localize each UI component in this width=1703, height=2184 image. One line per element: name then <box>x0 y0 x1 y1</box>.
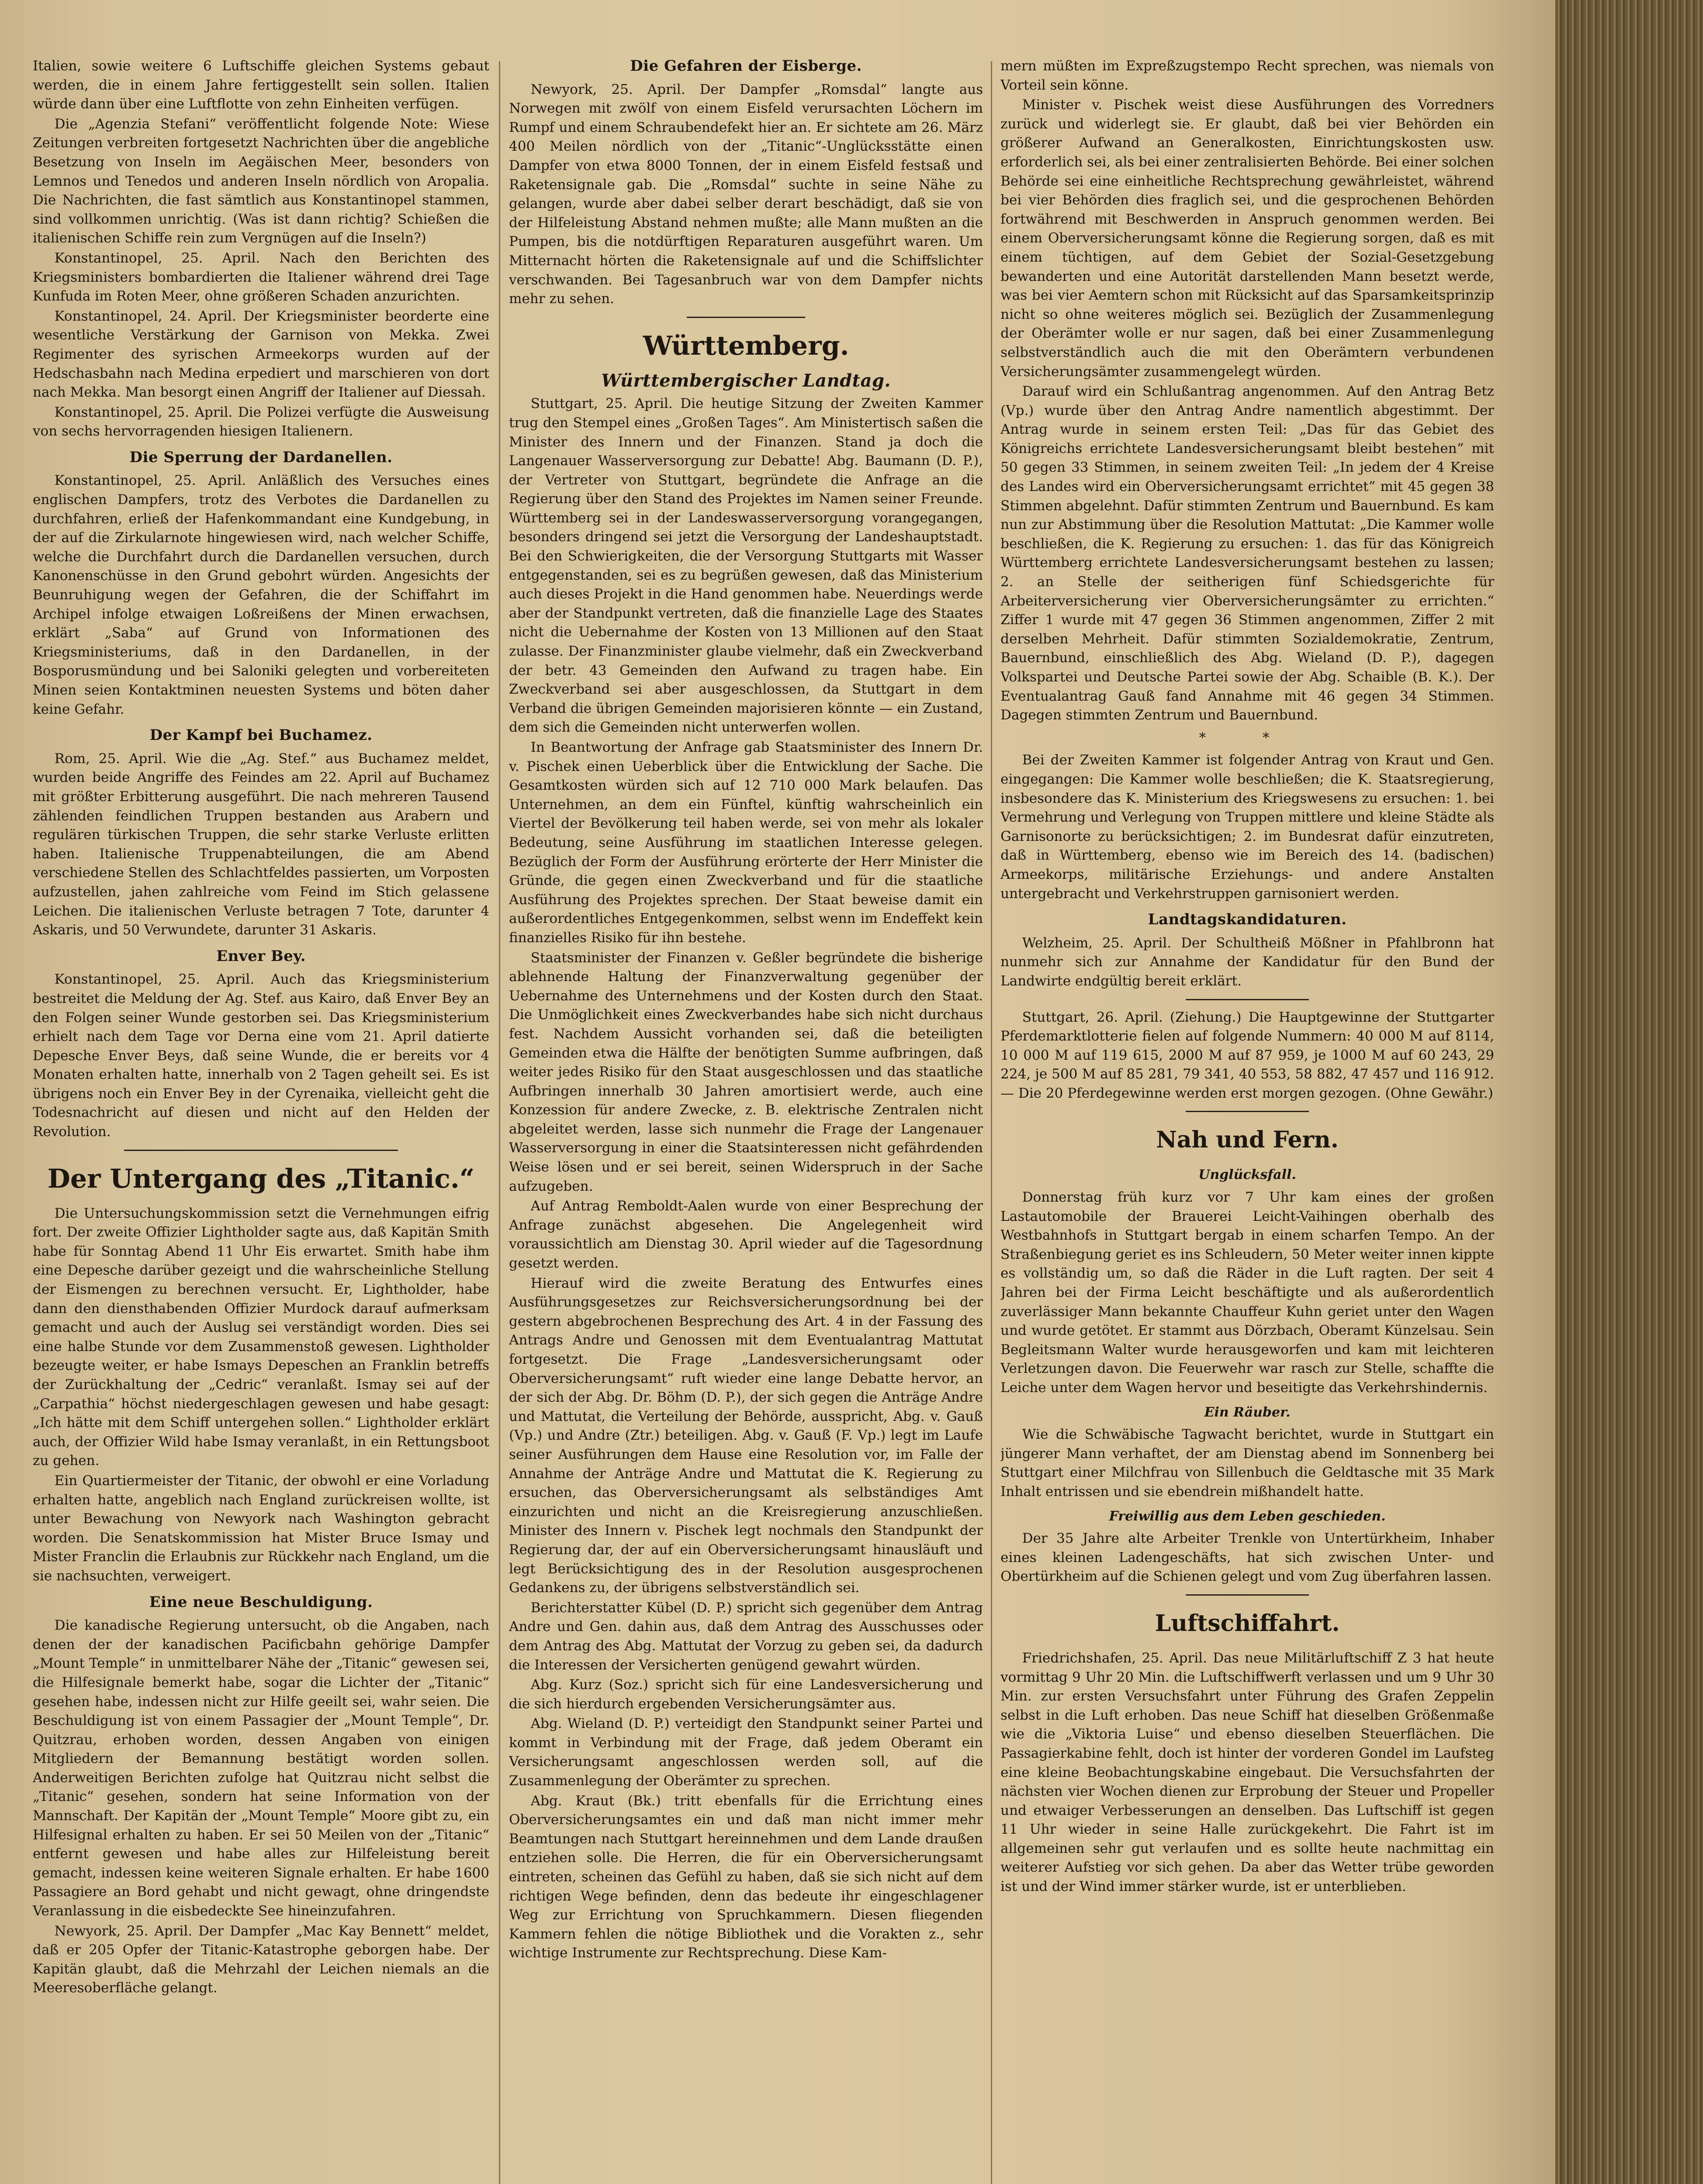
article-paragraph: Abg. Wieland (D. P.) verteidigt den Standpunkt seiner Partei und kommt in Verbindung mit der Frage, daß jedem Oberamt ein Versicherungsamt angeschlossen werden soll, auf die Zusammenlegung der Oberämter zu sprechen. <box>509 1716 983 1789</box>
divider <box>124 1150 398 1151</box>
section-heading: Eine neue Beschuldigung. <box>149 1593 373 1611</box>
article-paragraph: Darauf wird ein Schlußantrag angenommen. Auf den Antrag Betz (Vp.) wurde über den Antrag Andre namentlich abgestimmt. Der Antrag wurde in seinem ersten Teil: „Das für das Gebiet des Königreichs errichtete Landesversicherungsamt bleibt bestehen“ mit 50 gegen 33 Stimmen, in seinem zweiten Teil: „In jedem der 4 Kreise des Landes wird ein Oberversicherungsamt errichtet“ mit 45 gegen 38 Stimmen abgelehnt. Dafür stimmten Zentrum und Bauernbund. Es kam nun zur Abstimmung über die Resolution Mattutat: „Die Kammer wolle beschließen, die K. Regierung zu ersuchen: 1. das für das Königreich Württemberg errichtete Landesversicherungsamt bestehen zu lassen; 2. an Stelle der seitherigen fünf Schiedsgerichte für Arbeiterversicherung vier Oberversicherungsämter zu errichten.“ Ziffer 1 wurde mit 47 gegen 36 Stimmen angenommen, Ziffer 2 mit derselben Mehrheit. Dafür stimmten Sozialdemokratie, Zentrum, Bauernbund, einschließlich des Abg. Wieland (D. P.), dagegen Volkspartei und Deutsche Partei sowie der Abg. Schaible (B. K.). Der Eventualantrag Gauß fand Annahme mit 46 gegen 34 Stimmen. Dagegen stimmten Zentrum und Bauernbund. <box>1000 384 1494 723</box>
headline-wuerttemberg: Württemberg. <box>643 330 849 361</box>
article-paragraph: Die „Agenzia Stefani“ veröffentlicht folgende Note: Wiese Zeitungen verbreiten fortgesetzt Nachrichten über die angebliche Besetzung von Inseln im Aegäischen Meer, besonders von Lemnos und Tenedos und anderen Inseln nördlich von Aropalia. Die Nachrichten, die fast sämtlich aus Konstantinopel stammen, sind vollkommen unrichtig. (Was ist dann richtig? Schießen die italienischen Schiffe rein zum Vergnügen auf die Inseln?) <box>33 116 489 246</box>
section-heading: Der Kampf bei Buchamez. <box>149 726 373 744</box>
divider <box>1186 1594 1309 1596</box>
article-paragraph: Ein Quartiermeister der Titanic, der obwohl er eine Vorladung erhalten hatte, angeblich nach England zurückreisen wollte, ist unter Bewachung von Newyork nach Washington gebracht worden. Die Senatskommission hat Mister Bruce Ismay und Mister Franclin die Erlaubnis zur Rückkehr nach England, um die sie nachsuchten, verweigert. <box>33 1472 489 1584</box>
article-paragraph: In Beantwortung der Anfrage gab Staatsminister des Innern Dr. v. Pischek einen Ueberblick über die Entwicklung der Sache. Die Gesamtkosten würden sich auf 12 710 000 Mark belaufen. Das Unternehmen, an dem ein Fünftel, künftig wahrscheinlich ein Viertel der Bevölkerung teil haben werde, sei von mehr als lokaler Bedeutung, seine Ausführung im staatlichen Interesse gelegen. Bezüglich der Form der Ausführung erörterte der Herr Minister die Gründe, die gegen einen Zweckverband und für die staatliche Ausführung des Projektes sprechen. Der Staat beweise damit ein außerordentliches Entgegenkommen, selbst wenn im Endeffekt kein finanzielles Risiko für ihn bestehe. <box>509 740 983 946</box>
article-paragraph: Konstantinopel, 25. April. Nach den Berichten des Kriegsministers bombardierten die Italiener während drei Tage Kunfuda im Roten Meer, ohne größeren Schaden anzurichten. <box>33 250 489 304</box>
article-paragraph: Newyork, 25. April. Der Dampfer „Mac Kay Bennett“ meldet, daß er 205 Opfer der Titanic-Katastrophe geborgen habe. Der Kapitän glaubt, daß die Mehrzahl der Leichen niemals an die Meeresoberfläche gelangt. <box>33 1923 489 1996</box>
article-paragraph: Italien, sowie weitere 6 Luftschiffe gleichen Systems gebaut werden, die in einem Jahre fertiggestellt sein sollen. Italien würde dann über eine Luftflotte von zehn Einheiten verfügen. <box>33 58 489 112</box>
article-paragraph: Newyork, 25. April. Der Dampfer „Romsdal“ langte aus Norwegen mit zwölf von einem Eisfeld verursachten Löchern im Rumpf und einem Schraubendefekt hier an. Er sichtete am 26. März 400 Meilen nördlich von der „Titanic“-Unglücksstätte einen Dampfer von etwa 8000 Tonnen, der in einem Eisfeld festsaß und Raketensignale gab. Die „Romsdal“ suchte in seine Nähe zu gelangen, wurde aber dabei selber derart beschädigt, daß sie von der Hilfeleistung Abstand nehmen mußte; alle Mann mußten an die Pumpen, bis die notdürftigen Reparaturen ausgeführt waren. Um Mitternacht hörten die Raketensignale auf und die Schiffslichter verschwanden. Bei Tagesanbruch war von dem Dampfer nichts mehr zu sehen. <box>509 81 983 307</box>
article-paragraph: mern müßten im Expreßzugstempo Recht sprechen, was niemals von Vorteil sein könne. <box>1000 58 1494 93</box>
article-paragraph: Minister v. Pischek weist diese Ausführungen des Vorredners zurück und widerlegt sie. Er glaubt, daß bei vier Behörden ein größerer Aufwand an Generalkosten, Einrichtungskosten usw. erforderlich sei, als bei einer zentralisierten Behörde. Bei einer solchen Behörde sei eine einheitliche Rechtsprechung gewährleistet, während bei vier Behörden dies fraglich sei, und die gesprochenen Behörden fortwährend mit Beschwerden in Anspruch genommen werden. Bei einem Oberversicherungsamt könne die Regierung sorgen, daß es mit einem tüchtigen, auf dem Gebiet der Sozial-Gesetzgebung bewanderten und eine Autorität darstellenden Mann besetzt werde, was bei vier Aemtern schon mit Rücksicht auf das Sparsamkeitsprinzip nicht so ohne weiteres möglich sei. Bezüglich der Zusammenlegung der Oberämter wolle er nur sagen, daß bei einer Zusammenlegung selbstverständlich auch die mit den Oberämtern verbundenen Versicherungsämter zusammengelegt würden. <box>1000 97 1494 380</box>
article-paragraph: Berichterstatter Kübel (D. P.) spricht sich gegenüber dem Antrag Andre und Gen. dahin aus, daß dem Antrag des Ausschusses oder dem Antrag des Abg. Mattutat der Vorzug zu geben sei, da dadurch die Interessen der Versicherten genügend gewahrt würden. <box>509 1600 983 1673</box>
section-heading: Die Gefahren der Eisberge. <box>630 57 862 75</box>
article-paragraph: Konstantinopel, 25. April. Auch das Kriegsministerium bestreitet die Meldung der Ag. Stef. aus Kairo, daß Enver Bey an den Folgen seiner Wunde gestorben sei. Das Kriegsministerium erhielt nach dem Tage vor Derna eine vom 21. April datierte Depesche Enver Beys, daß seine Wunde, die er bereits vor 4 Monaten erhalten hatte, innerhalb von 2 Tagen geheilt sei. Es ist übrigens noch ein Enver Bey in der Cyrenaika, vielleicht geht die Todesnachricht auf diesen und nicht auf den Helden der Revolution. <box>33 971 489 1140</box>
article-paragraph: Stuttgart, 25. April. Die heutige Sitzung der Zweiten Kammer trug den Stempel eines „Großen Tages“. Am Ministertisch saßen die Minister des Innern und der Finanzen. Stand ja doch die Langenauer Wasserversorgung zur Debatte! Abg. Baumann (D. P.), der Vertreter von Stuttgart, begründete die Anfrage an die Regierung über den Stand des Projektes im Namen seiner Freunde. Württemberg sei in der Landeswasserversorgung vorangegangen, besonders dringend sei jetzt die Versorgung der Landeshauptstadt. Bei den Schwierigkeiten, die der Versorgung Stuttgarts mit Wasser entgegenstanden, sei es zu begrüßen gewesen, daß das Ministerium auch dieses Projekt in die Hand genommen habe. Neuerdings werde aber der Standpunkt vertreten, daß die finanzielle Lage des Staates nicht die Uebernahme der Kosten von 13 Millionen auf den Staat zulasse. Der Finanzminister glaube vielmehr, daß ein Zweckverband der betr. 43 Gemeinden den Aufwand zu tragen habe. Ein Zweckverband sei aber ausgeschlossen, da Stuttgart in dem Verband die übrigen Gemeinden majorisieren könnte — ein Zustand, dem sich die Gemeinden nicht unterwerfen wollen. <box>509 396 983 736</box>
article-paragraph: Konstantinopel, 24. April. Der Kriegsminister beorderte eine wesentliche Verstärkung der Garnison von Mekka. Zwei Regimenter des syrischen Armeekorps wurden auf der Hedschasbahn nach Medina erpediert und marschieren von dort nach Mekka. Man besorgt einen Angriff der Italiener auf Diessah. <box>33 308 489 401</box>
section-heading: Landtagskandidaturen. <box>1148 911 1347 929</box>
section-heading: Die Sperrung der Dardanellen. <box>129 448 393 466</box>
headline-nah-und-fern: Nah und Fern. <box>1156 1127 1339 1154</box>
article-paragraph: Staatsminister der Finanzen v. Geßler begründete die bisherige ablehnende Haltung der Finanzverwaltung gegenüber der Uebernahme des Unternehmens und der Kosten durch den Staat. Die Unmöglichkeit eines Zweckverbandes habe sich nicht durchaus fest. Nachdem Aussicht vorhanden sei, daß die beteiligten Gemeinden etwa die Hälfte der benötigten Summe aufbringen, daß weiter jedes Risiko für den Staat ausgeschlossen und das staatliche Aufbringen innerhalb 30 Jahren amortisiert werde, auch eine Konzession für andere Zwecke, z. B. elektrische Zentralen nicht abgeleitet werden, lasse sich nunmehr die Frage der Langenauer Wasserversorgung in einer die Staatsinteressen nicht gefährdenden Weise lösen und er sei bereit, seinen Widerspruch in der Sache aufzugeben. <box>509 950 983 1194</box>
article-paragraph: Konstantinopel, 25. April. Anläßlich des Versuches eines englischen Dampfers, trotz des Verbotes die Dardanellen zu durchfahren, erließ der Hafenkommandant eine Kundgebung, in der auf die Zirkularnote hingewiesen wird, nach welcher Schiffe, welche die Durchfahrt durch die Dardanellen versuchen, durch Kanonenschüsse in den Grund gebohrt würden. Angesichts der Beunruhigung wegen der Gefahren, die der Schiffahrt im Archipel infolge etwaigen Loßreißens der Minen erwachsen, erklärt „Saba“ auf Grund von Informationen des Kriegsministeriums, daß in den Dardanellen, in der Bosporusmündung und bei Saloniki gelegten und vorbereiteten Minen seien Kontaktminen neuesten Systems und böten daher keine Gefahr. <box>33 473 489 717</box>
section-heading: Württembergischer Landtag. <box>601 370 891 391</box>
column-right <box>1000 57 1494 2184</box>
column-rule <box>499 61 500 2184</box>
asterisk-separator: * * <box>1199 729 1296 746</box>
article-paragraph: Stuttgart, 26. April. (Ziehung.) Die Hauptgewinne der Stuttgarter Pferdemarktlotterie fielen auf folgende Nummern: 40 000 M auf 8114, 10 000 M auf 119 615, 2000 M auf 87 959, je 1000 M auf 60 243, 29 224, je 500 M auf 85 281, 79 341, 40 553, 58 882, 47 457 und 116 912. — Die 20 Pferdegewinne werden erst morgen gezogen. (Ohne Gewähr.) <box>1000 1009 1494 1101</box>
article-paragraph: Auf Antrag Remboldt-Aalen wurde von einer Besprechung der Anfrage zunächst abgesehen. Die Angelegenheit wird voraussichtlich am Dienstag 30. April wieder auf die Tagesordnung gesetzt werden. <box>509 1198 983 1272</box>
section-heading: Enver Bey. <box>216 947 306 965</box>
book-page-edge <box>1555 0 1703 2184</box>
article-paragraph: Rom, 25. April. Wie die „Ag. Stef.“ aus Buchamez meldet, wurden beide Angriffe des Feindes am 22. April auf Buchamez mit größter Erbitterung ausgeführt. Die nach mehreren Tausend zählenden feindlichen Truppen bestanden aus Arabern und regulären türkischen Truppen, die sehr starke Verluste erlitten haben. Italienische Truppenabteilungen, die am Abend verschiedene Stellen des Schlachtfeldes passierten, um Vorposten aufzustellen, jahen zahlreiche vom Feind im Stich gelassene Leichen. Die italienischen Verluste betragen 7 Tote, darunter 4 Askaris, und 50 Verwundete, darunter 31 Askaris. <box>33 750 489 938</box>
article-paragraph: Bei der Zweiten Kammer ist folgender Antrag von Kraut und Gen. eingegangen: Die Kammer wolle beschließen; die K. Staatsregierung, insbesondere das K. Ministerium des Kriegswesens zu ersuchen: 1. bei Vermehrung und Verlegung von Truppen mittlere und kleine Städte als Garnisonorte zu berücksichtigen; 2. im Bundesrat dafür einzutreten, daß in Württemberg, ebenso wie im Bereich des 14. (badischen) Armeekorps, militärische Erziehungs- und andere Anstalten untergebracht und Verkehrstruppen garnisoniert werden. <box>1000 752 1494 902</box>
article-paragraph: Der 35 Jahre alte Arbeiter Trenkle von Untertürkheim, Inhaber eines kleinen Ladengeschäfts, hat sich zwischen Unter- und Obertürkheim auf die Schienen gelegt und vom Zug überfahren lassen. <box>1000 1531 1494 1585</box>
article-paragraph: Friedrichshafen, 25. April. Das neue Militärluftschiff Z 3 hat heute vormittag 9 Uhr 20 Min. die Luftschiffwerft verlassen und um 9 Uhr 30 Min. zur ersten Versuchsfahrt unter Führung des Grafen Zeppelin selbst in die Luft erhoben. Das neue Schiff hat dieselben Größenmaße wie die „Viktoria Luise“ und ebenso dieselben Steuerflächen. Die Passagierkabine fehlt, doch ist hinter der vorderen Gondel im Laufsteg eine kleine Beobachtungskabine eingebaut. Die Versuchsfahrten der nächsten vier Wochen dienen zur Erprobung der Steuer und Propeller und etwaiger Verbesserungen an denselben. Das Luftschiff ist gegen 11 Uhr wieder in seine Halle zurückgekehrt. Die Fahrt ist im allgemeinen sehr gut verlaufen und es sollte heute nachmittag ein weiterer Aufstieg vor sich gehen. Da aber das Wetter trübe geworden ist und der Wind immer stärker wurde, ist er unterblieben. <box>1000 1650 1494 1895</box>
divider <box>687 317 805 318</box>
article-paragraph: Donnerstag früh kurz vor 7 Uhr kam eines der großen Lastautomobile der Brauerei Leicht-Vaihingen oberhalb des Westbahnhofs in Stuttgart bergab in einem scharfen Tempo. An der Straßenbiegung geriet es ins Schleudern, 50 Meter weiter innen kippte es vollständig um, so daß die Räder in die Luft ragten. Der seit 4 Jahren bei der Firma Leicht beschäftigte und als außerordentlich zuverlässiger Mann bekannte Chauffeur Kuhn geriet unter den Wagen und wurde getötet. Er stammt aus Dörzbach, Oberamt Künzelsau. Sein Begleitsmann Walter wurde herausgeworfen und kam mit leichteren Verletzungen davon. Die Feuerwehr war rasch zur Stelle, schaffte die Leiche unter dem Wagen hervor und beseitigte das Verkehrshindernis. <box>1000 1189 1494 1396</box>
article-paragraph: Wie die Schwäbische Tagwacht berichtet, wurde in Stuttgart ein jüngerer Mann verhaftet, der am Dienstag abend im Sonnenberg bei Stuttgart einer Milchfrau von Sillenbuch die Geldtasche mit 35 Mark Inhalt entrissen und sie ebendrein mißhandelt hatte. <box>1000 1427 1494 1500</box>
article-paragraph: Die kanadische Regierung untersucht, ob die Angaben, nach denen der der kanadischen Pacificbahn gehörige Dampfer „Mount Temple“ in unmittelbarer Nähe der „Titanic“ gewesen sei, die Hilfesignale bemerkt habe, sogar die Lichter der „Titanic“ gesehen habe, indessen nicht zur Hilfe geeilt sei, wahr seien. Die Beschuldigung ist von einem Passagier der „Mount Temple“, Dr. Quitzrau, erhoben worden, dessen Angaben von einigen Mitgliedern der Bemannung bestätigt worden sollen. Anderweitigen Berichten zufolge hat Quitzrau nicht selbst die „Titanic“ gesehen, sondern hat seine Information von der Mannschaft. Der Kapitän der „Mount Temple“ Moore gibt zu, ein Hilfesignal erhalten zu haben. Er sei 50 Meilen von der „Titanic“ entfernt gewesen und habe alles zur Hilfeleistung bereit gemacht, indessen keine weiteren Signale erhalten. Er habe 1600 Passagiere an Bord gehabt und nicht gewagt, ohne dringendste Veranlassung in die eisbedeckte See hineinzufahren. <box>33 1617 489 1919</box>
subheading: Freiwillig aus dem Leben geschieden. <box>1109 1508 1386 1524</box>
headline-titanic: Der Untergang des „Titanic.“ <box>47 1163 475 1194</box>
column-left <box>33 57 489 2184</box>
divider <box>1186 999 1309 1000</box>
subheading: Ein Räuber. <box>1204 1404 1291 1420</box>
article-paragraph: Abg. Kurz (Soz.) spricht sich für eine Landesversicherung und die sich hierdurch ergebenden Versicherungsämter aus. <box>509 1677 983 1712</box>
column-middle <box>509 57 983 2184</box>
article-paragraph: Hierauf wird die zweite Beratung des Entwurfes eines Ausführungsgesetzes zur Reichsversicherungsordnung bei der gestern abgebrochenen Besprechung des Art. 4 in der Fassung des Antrags Andre und Genossen mit dem Eventualantrag Mattutat fortgesetzt. Die Frage „Landesversicherungsamt oder Oberversicherungsamt“ ruft wieder eine lange Debatte hervor, an der sich der Abg. Dr. Böhm (D. P.), der sich gegen die Anträge Andre und Mattutat, die Verteilung der Behörde, ausspricht, Abg. v. Gauß (Vp.) und Andre (Ztr.) beteiligen. Abg. v. Gauß (F. Vp.) legt im Laufe seiner Ausführungen dem Hause eine Resolution vor, im Falle der Annahme der Anträge Andre und Mattutat die K. Regierung zu ersuchen, das Oberversicherungsamt als selbständiges Amt einzurichten und nicht an die Kreisregierung anzuschließen. Minister des Innern v. Pischek legt nochmals den Standpunkt der Regierung dar, der auf ein Oberversicherungsamt hinausläuft und legt Berücksichtigung des in der Resolution ausgesprochenen Gedankens zu, der übrigens selbstverständlich sei. <box>509 1275 983 1596</box>
subheading: Unglücksfall. <box>1198 1167 1296 1183</box>
article-paragraph: Die Untersuchungskommission setzt die Vernehmungen eifrig fort. Der zweite Offizier Lightholder sagte aus, daß Kapitän Smith habe für Sonntag Abend 11 Uhr Eis erwartet. Smith habe ihm eine Depesche darüber gezeigt und die wahrscheinliche Stellung der Eismengen zu berechnen versucht. Er, Lightholder, habe dann den diensthabenden Offizier Murdock darauf aufmerksam gemacht und auch der Auslug sei verständigt worden. Dies sei eine halbe Stunde vor dem Zusammenstoß gewesen. Lightholder bezeugte weiter, er habe Ismays Depeschen an Franklin betreffs der Zurückhaltung der „Cedric“ veranlaßt. Ismay sei auf der „Carpathia“ höchst niedergeschlagen gewesen und habe gesagt: „Ich hätte mit dem Schiff untergehen sollen.“ Lightholder erklärt auch, der Offizier Wild habe Ismay veranlaßt, in ein Rettungsboot zu gehen. <box>33 1205 489 1469</box>
column-rule <box>991 61 992 2184</box>
article-paragraph: Konstantinopel, 25. April. Die Polizei verfügte die Ausweisung von sechs hervorragenden hiesigen Italienern. <box>33 404 489 439</box>
article-paragraph: Abg. Kraut (Bk.) tritt ebenfalls für die Errichtung eines Oberversicherungsamtes ein und daß man nicht immer mehr Beamtungen nach Stuttgart hereinnehmen und dem Lande draußen entziehen solle. Die Herren, die für ein Oberversicherungsamt eintreten, scheinen das Gefühl zu haben, daß sie sich nicht auf dem richtigen Wege befinden, denn das bedeute ihr eingeschlagener Weg zur Errichtung von Spruchkammern. Diesen fliegenden Kammern fehlen die nötige Bibliothek und die Vorakten z., sehr wichtige Instrumente zur Rechtsprechung. Diese Kam- <box>509 1793 983 1961</box>
headline-luftschiffahrt: Luftschiffahrt. <box>1155 1610 1340 1637</box>
article-paragraph: Welzheim, 25. April. Der Schultheiß Mößner in Pfahlbronn hat nunmehr sich zur Annahme der Kandidatur für den Bund der Landwirte endgültig bereit erklärt. <box>1000 935 1494 989</box>
divider <box>1186 1111 1309 1112</box>
